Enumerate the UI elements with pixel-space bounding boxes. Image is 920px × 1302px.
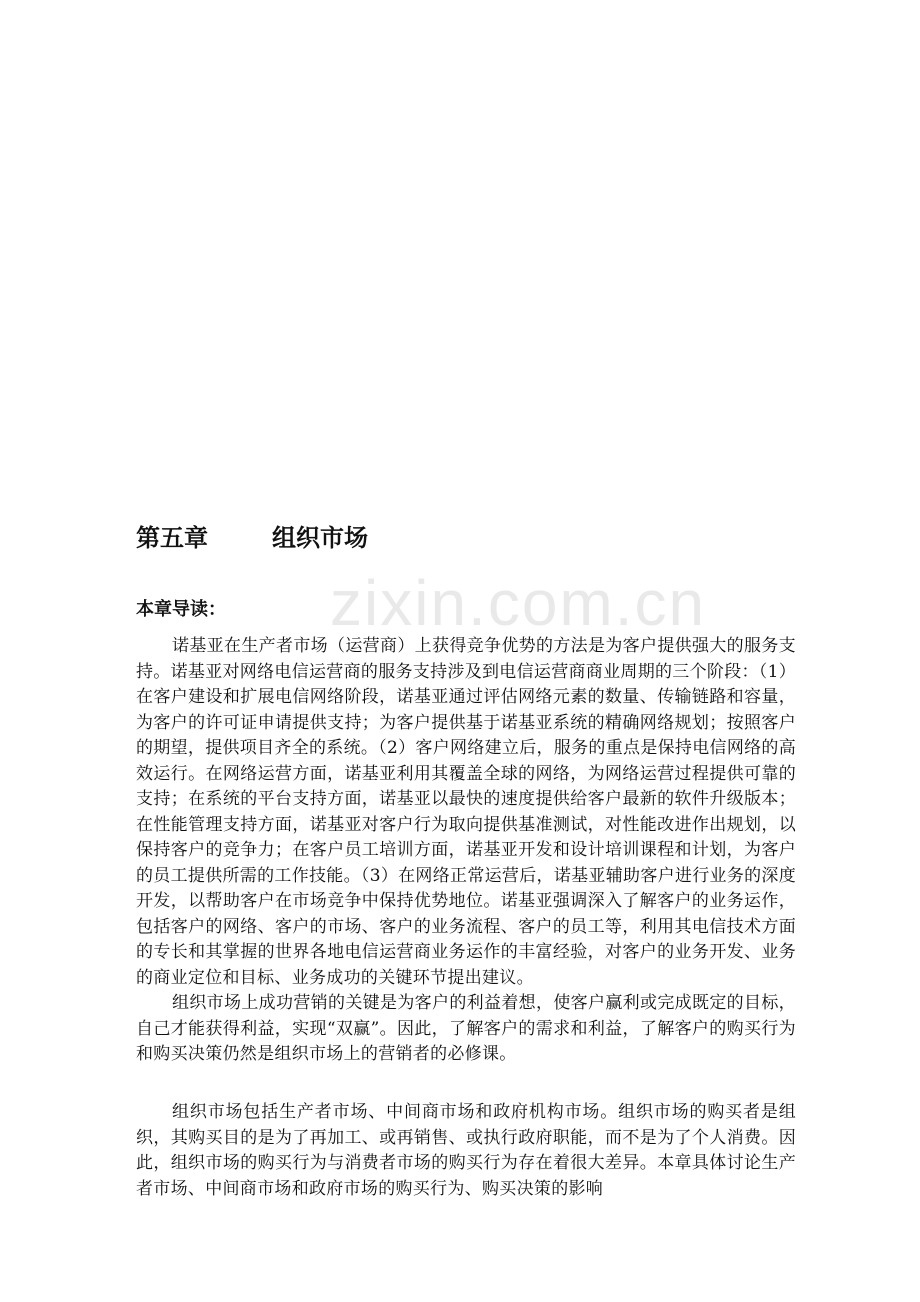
main-body: [136, 1100, 796, 1202]
intro-heading: 本章导读：: [136, 599, 226, 620]
chapter-title: [136, 518, 368, 558]
watermark: zixin.com.cn: [330, 567, 707, 639]
paragraph: 组织市场上成功营销的关键是为客户的利益着想，使客户赢利或完成既定的目标，自己才能获得利益，实现“双赢”。因此，了解客户的需求和利益，了解客户的购买行为和购买决策仍然是组织市场上的营销者的必修课。: [136, 993, 796, 1064]
chapter-name: 组织市场: [272, 524, 368, 552]
paragraph: 组织市场包括生产者市场、中间商市场和政府机构市场。组织市场的购买者是组织，其购买目的是为了再加工、或再销售、或执行政府职能，而不是为了个人消费。因此，组织市场的购买行为与消费者市场的购买行为存在着很大差异。本章具体讨论生产者市场、中间商市场和政府市场的购买行为、购买决策的影响: [136, 1102, 796, 1199]
chapter-number: 第五章: [136, 524, 208, 552]
paragraph: 诺基亚在生产者市场（运营商）上获得竞争优势的方法是为客户提供强大的服务支持。诺基亚对网络电信运营商的服务支持涉及到电信运营商商业周期的三个阶段：（1）在客户建设和扩展电信网络阶段，诺基亚通过评估网络元素的数量、传输链路和容量，为客户的许可证申请提供支持；为客户提供基于诺基亚系统的精确网络规划；按照客户的期望，提供项目齐全的系统。（2）客户网络建立后，服务的重点是保持电信网络的高效运行。在网络运营方面，诺基亚利用其覆盖全球的网络，为网络运营过程提供可靠的支持；在系统的平台支持方面，诺基亚以最快的速度提供给客户最新的软件升级版本；在性能管理支持方面，诺基亚对客户行为取向提供基准测试，对性能改进作出规划，以保持客户的竞争力；在客户员工培训方面，诺基亚开发和设计培训课程和计划，为客户的员工提供所需的工作技能。（3）在网络正常运营后，诺基亚辅助客户进行业务的深度开发，以帮助客户在市场竞争中保持优势地位。诺基亚强调深入了解客户的业务运作，包括客户的网络、客户的市场、客户的业务流程、客户的员工等，利用其电信技术方面的专长和其掌握的世界各地电信运营商业务运作的丰富经验，对客户的业务开发、业务的商业定位和目标、业务成功的关键环节提出建议。: [136, 636, 797, 988]
intro-body: [136, 634, 796, 1068]
